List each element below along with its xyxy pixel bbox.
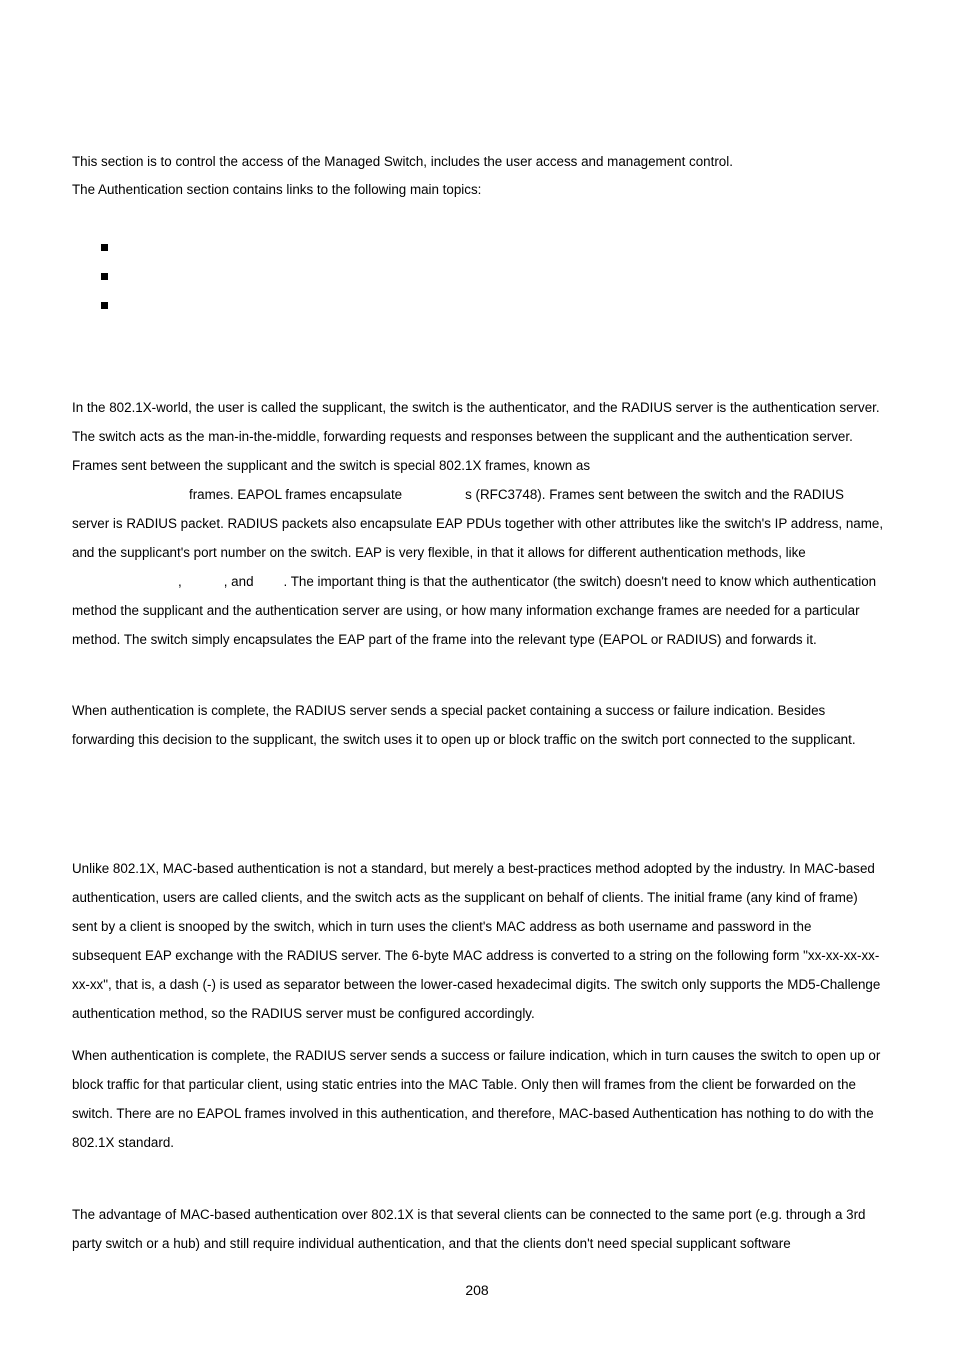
para-text: In the 802.1X-world, the user is called the supplicant, the switch is the authenticator, and the RADIUS server is the authentication server. The switch acts as the man-in-the-middle, forwarding requests and responses between the supplicant and the authentication server. Frames sent between the supplicant and the switch is special 802.1X frames, known as bbox=[72, 400, 880, 473]
para-text: . The important thing is that the authenticator (the switch) doesn't need to know which authentication method the supplicant and the authentication server are using, or how many information exchange frames are needed for a particular method. The switch simply encapsulates the EAP part of the frame into the relevant type (EAPOL or RADIUS) and forwards it. bbox=[72, 574, 877, 647]
topic-list bbox=[101, 233, 108, 320]
square-bullet-icon bbox=[101, 273, 108, 280]
para-text: , and bbox=[223, 574, 254, 589]
intro-line-2: The Authentication section contains links to the following main topics: bbox=[72, 182, 482, 197]
paragraph-mac-advantage: The advantage of MAC-based authentication over 802.1X is that several clients can be connected to the same port (e.g. through a 3rd party switch or a hub) and still require individual authentication, and that the clients don't need special supplicant software bbox=[72, 1207, 866, 1251]
square-bullet-icon bbox=[101, 302, 108, 309]
para-text: s (RFC3748). Frames sent between the switch and the RADIUS server is RADIUS packet. RADIUS packets also encapsulate EAP PDUs together with other attributes like the switch's IP address, name, and the supplicant's port number on the switch. EAP is very flexible, in that it allows for different authentication methods, like bbox=[72, 487, 884, 560]
topic-list-item bbox=[101, 233, 108, 262]
paragraph-mac-completion: When authentication is complete, the RADIUS server sends a success or failure indication, which in turn causes the switch to open up or block traffic for that particular client, using static entries into the MAC Table. Only then will frames from the client be forwarded on the switch. There are no EAPOL frames involved in this authentication, and therefore, MAC-based Authentication has nothing to do with the 802.1X standard. bbox=[72, 1048, 881, 1150]
page-number: 208 bbox=[465, 1282, 489, 1298]
para-text: , bbox=[178, 574, 182, 589]
topic-list-item bbox=[101, 291, 108, 320]
square-bullet-icon bbox=[101, 244, 108, 251]
paragraph-8021x-completion: When authentication is complete, the RADIUS server sends a special packet containing a success or failure indication. Besides forwarding this decision to the supplicant, the switch uses it to open up or block traffic on the switch port connected to the supplicant. bbox=[72, 703, 856, 747]
paragraph-8021x-overview bbox=[72, 393, 884, 654]
paragraph-mac-overview: Unlike 802.1X, MAC-based authentication is not a standard, but merely a best-practices method adopted by the industry. In MAC-based authentication, users are called clients, and the switch acts as the supplicant on behalf of clients. The initial frame (any kind of frame) sent by a client is snooped by the switch, which in turn uses the client's MAC address as both username and password in the subsequent EAP exchange with the RADIUS server. The 6-byte MAC address is converted to a string on the following form "xx-xx-xx-xx-xx-xx", that is, a dash (-) is used as separator between the lower-cased hexadecimal digits. The switch only supports the MD5-Challenge authentication method, so the RADIUS server must be configured accordingly. bbox=[72, 861, 881, 1021]
para-text: frames. EAPOL frames encapsulate bbox=[189, 487, 403, 502]
intro-section bbox=[72, 148, 884, 204]
intro-line-1: This section is to control the access of the Managed Switch, includes the user access and management control. bbox=[72, 154, 733, 169]
topic-list-item bbox=[101, 262, 108, 291]
